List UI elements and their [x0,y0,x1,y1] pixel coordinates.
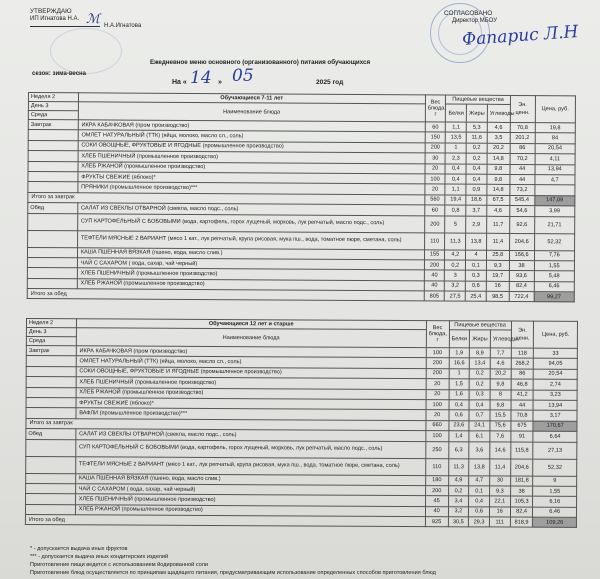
dish-carbs: 30 [490,475,511,485]
agreed-role: Директор МБОУ [452,18,498,24]
dish-name: ХЛЕБ РЖАНОЙ (промышленное производство) [75,504,425,516]
dish-fat: 0,7 [469,410,490,420]
dish-weight: 200 [424,260,445,271]
total-carbs: 111 [489,517,510,527]
dish-carbs: 20,2 [490,369,511,379]
dish-weight: 200 [425,485,448,496]
dish-price: 6,46 [534,281,575,292]
dish-fat: 0,6 [469,507,490,517]
meal-label [26,408,76,419]
section-title: Обучающиеся 12 лет и старше [76,319,426,330]
dish-protein: 3,2 [448,506,469,516]
dish-weight: 250 [426,441,449,458]
dish-name: ХЛЕБ ПШЕНИЧНЫЙ (промышленное производство) [76,377,426,389]
dish-price: 6,64 [533,431,577,442]
dish-fat: 0,2 [466,143,487,154]
weekday-label: Среда [28,111,78,120]
total-protein: 19,4 [445,195,466,206]
dish-fat: 0,6 [465,281,486,292]
meal-label [26,494,76,505]
dish-price: 2,74 [534,379,578,390]
dish-energy: 46,8 [511,379,534,390]
dish-price: 20,54 [535,143,576,154]
dish-weight: 20 [425,163,446,174]
dish-name: ТЕФТЕЛИ МЯСНЫЕ 2 ВАРИАНТ (мясо 1 кат., лук репчатый, крупа рисовая, мука пш., вода, томатное пюре, сметана, соль) [77,230,424,249]
dish-weight: 110 [424,232,445,249]
dish-weight: 30 [425,153,446,164]
dish-name: САЛАТ ИЗ СВЕКЛЫ ОТВАРНОЙ (свекла, масло подс., соль) [76,429,426,441]
date-day: 14 [190,68,212,88]
dish-name: ПРЯНИКИ (промышленное производство)*** [78,182,425,195]
dish-weight: 200 [426,368,449,379]
dish-name-header: Наименование блюда [78,102,425,122]
dish-price: 20,54 [534,369,578,380]
footnote-fruits: * - допускается выдача иных фруктов [30,546,128,552]
meal-label: Обед [28,203,78,214]
dish-name: СОКИ ОВОЩНЫЕ, ФРУКТОВЫЕ И ЯГОДНЫЕ (промышленное производство) [76,367,426,379]
total-label: Итого за обед [27,289,424,302]
dish-price: 6,16 [533,496,577,507]
dish-protein: 0,2 [445,260,466,271]
dish-price [534,185,575,196]
menu-table-7-11 [27,92,576,303]
approver-signature-name: Н.А.Игнатова [104,23,142,29]
fat-header: Жиры [466,104,487,122]
dish-weight: 150 [425,132,446,143]
total-weight: 560 [425,195,446,206]
dish-price: 27,13 [533,442,577,459]
meal-label [28,151,78,162]
weight-header: Вес блюда, г [425,95,446,122]
dish-price: 21,71 [534,216,575,233]
dish-energy: 44 [511,400,534,411]
dish-protein: 1,4 [448,431,469,441]
dish-protein: 5 [445,216,466,233]
total-energy: 675 [511,421,534,432]
dish-protein: 0,4 [445,164,466,175]
dish-name: ХЛЕБ ПШЕНИЧНЫЙ (промышленное производство) [77,268,424,281]
total-price: 147,09 [534,195,575,206]
dish-carbs: 9,8 [490,400,511,410]
meal-label: Завтрак [26,346,76,357]
day-label: День 3 [26,328,76,337]
dish-energy: 73,2 [510,185,535,196]
total-weight: 660 [426,420,449,431]
dish-carbs: 4,6 [487,122,510,133]
meal-label [26,387,76,398]
total-protein: 30,5 [448,517,469,527]
total-row [27,289,574,303]
dish-name: ОМЛЕТ НАТУРАЛЬНЫЙ (ТТК) (яйца, молоко, масло сл., соль) [78,130,425,143]
total-label: Итого за завтрак [28,192,425,205]
dish-carbs: 3,5 [487,133,510,144]
dish-carbs: 11,4 [490,458,511,475]
dish-price: 19,8 [535,123,576,134]
dish-fat: 2,9 [466,216,487,233]
dish-carbs: 8 [490,389,511,399]
dish-energy: 105,3 [510,496,533,507]
total-price: 170,67 [533,421,577,432]
dish-weight: 110 [425,458,448,475]
meal-label [28,230,78,247]
dish-weight: 60 [425,122,446,133]
dish-price: 1,55 [534,261,575,272]
dish-protein: 0,2 [448,486,469,496]
dish-carbs: 9,3 [486,260,509,271]
handwritten-signature-left: ℳ [86,12,100,27]
price-header: Цена, руб. [534,321,578,348]
meal-label [28,140,78,151]
dish-name: СУП КАРТОФЕЛЬНЫЙ С БОБОВЫМИ (вода, картофель, горох лущеный, морковь, лук репчатый, масло подс., соль) [75,439,425,458]
dish-weight: 40 [424,270,445,281]
meal-label [27,247,77,258]
menu-title: Ежедневное меню основного (организованного) питания обучающихся [150,59,371,66]
dish-carbs: 15,5 [490,410,511,420]
dish-price: 4,7 [534,175,575,186]
dish-fat: 0,2 [469,369,490,379]
protein-header: Белки [446,104,467,122]
dish-fat: 4,7 [469,475,490,485]
dish-fat: 0,3 [466,270,487,281]
dish-protein: 13,5 [446,132,467,143]
total-carbs: 67,5 [487,195,510,206]
dish-carbs: 22,1 [489,496,510,506]
dish-protein: 4,9 [448,475,469,485]
weekday-label: Среда [26,337,76,346]
total-energy: 722,4 [509,292,534,303]
protein-header: Белки [449,330,470,348]
total-price: 109,26 [533,517,577,528]
footnote-sweets: *** - допускается выдача иных кондитерских изделий [30,554,169,560]
dish-energy: 38 [510,486,533,497]
dish-fat: 5,3 [466,122,487,133]
meal-label [26,456,76,473]
dish-weight: 200 [426,358,449,369]
price-header: Цена, руб. [535,96,576,123]
dish-fat: 0,4 [466,164,487,175]
dish-energy: 204,6 [509,233,534,250]
dish-protein: 16,6 [449,358,470,368]
dish-price: 3,23 [534,390,578,401]
dish-weight: 20 [426,389,449,400]
dish-name: ОМЛЕТ НАТУРАЛЬНЫЙ (ТТК) (яйца, молоко, масло сл., соль) [76,356,426,368]
dish-carbs: 9,8 [490,379,511,389]
week-label: Неделя 2 [28,93,78,102]
meal-label [28,182,78,193]
dish-carbs: 9,8 [487,164,510,175]
dish-weight: 180 [425,475,448,486]
season-label: сезон: зима-весна [32,71,86,77]
dish-energy: 268,2 [511,358,534,369]
day-label: День 3 [28,102,78,111]
dish-carbs: 4,6 [487,205,510,216]
dish-carbs: 11,4 [486,233,509,250]
dish-fat: 0,2 [469,379,490,389]
dish-energy: 70,8 [511,410,534,421]
dish-price: 84 [535,133,576,144]
date-sep: » [218,79,222,86]
date-year: 2025 год [316,79,344,86]
dish-energy: 204,6 [510,459,533,476]
dish-carbs: 7,6 [490,431,511,441]
dish-name: ЧАЙ С САХАРОМ ( вода, сахар, чай черный) [75,484,425,496]
dish-energy: 115,8 [510,442,533,459]
total-fat: 24,1 [469,421,490,431]
energy-header: Эн. ценн. [510,95,535,122]
dish-carbs: 14,6 [490,441,511,458]
dish-fat: 11,6 [466,133,487,144]
dish-weight: 155 [424,249,445,260]
dish-weight: 20 [426,379,449,390]
meal-label [26,356,76,367]
dish-name: ФРУКТЫ СВЕЖИЕ (яблоко)* [76,398,426,410]
dish-carbs: 11,7 [487,216,510,233]
dish-energy: 86 [511,369,534,380]
dish-energy: 70,2 [510,154,535,165]
dish-name: ИКРА КАБАЧКОВАЯ (пром производство) [78,120,425,133]
dish-carbs: 14,8 [487,153,510,164]
dish-carbs: 20,2 [487,143,510,154]
dish-energy: 70,8 [510,122,535,133]
dish-protein: 1,6 [449,389,470,399]
section-title: Обучающиеся 7-11 лет [78,93,425,104]
nutrients-header: Пищевые вещества [446,95,510,104]
dish-fat: 3,7 [466,205,487,216]
dish-weight: 200 [424,215,445,232]
dish-name: СУП КАРТОФЕЛЬНЫЙ С БОБОВЫМИ (вода, картофель, горох лущеный, морковь, лук репчатый, масло подс., соль) [77,213,424,232]
meal-label [25,504,75,515]
dish-energy: 118 [511,348,534,359]
dish-weight: 100 [426,348,449,359]
dish-name: ЧАЙ С САХАРОМ ( вода, сахар, чай черный) [77,258,424,271]
dish-fat: 0,2 [466,153,487,164]
dish-energy: 181,8 [510,476,533,487]
dish-name: СОКИ ОВОЩНЫЕ, ФРУКТОВЫЕ И ЯГОДНЫЕ (промышленное производство) [78,141,425,154]
dish-protein: 1,1 [446,122,467,133]
dish-protein: 0,4 [449,400,470,410]
menu-table-12-plus [25,318,578,528]
total-weight: 805 [424,291,445,302]
dish-protein: 1 [446,143,467,154]
dish-energy: 82,4 [509,281,534,292]
dish-energy: 156,6 [509,250,534,261]
total-weight: 925 [425,517,448,528]
total-label: Итого за завтрак [26,418,426,430]
meal-label [27,268,77,279]
dish-price: 13,94 [533,400,577,411]
meal-label [27,257,77,268]
meal-label [26,377,76,388]
dish-carbs: 7,7 [490,348,511,358]
agreed-title: СОГЛАСОВАНО [444,10,493,17]
approve-title: УТВЕРЖДАЮ [30,8,72,15]
dish-fat: 0,1 [469,486,490,496]
dish-protein: 6,3 [448,441,469,458]
total-protein: 23,6 [448,420,469,430]
dish-fat: 13,8 [469,458,490,475]
total-fat: 29,3 [469,517,490,527]
meal-label [27,278,77,289]
dish-name: ХЛЕБ ПШЕНИЧНЫЙ (промышленное производство) [78,151,425,164]
meal-label [28,161,78,172]
dish-fat: 0,3 [469,389,490,399]
dish-protein: 0,8 [445,205,466,216]
dish-weight: 100 [425,174,446,185]
dish-name: САЛАТ ИЗ СВЕКЛЫ ОТВАРНОЙ (свекла, масло подс., соль) [77,203,424,216]
dish-weight: 100 [426,431,449,442]
dish-fat: 0,1 [466,260,487,271]
meal-label [26,473,76,484]
dish-carbs: 9,3 [490,486,511,496]
dish-weight: 40 [425,506,448,517]
dish-protein: 2,3 [446,153,467,164]
total-carbs: 98,5 [486,291,509,302]
dish-carbs: 16 [486,281,509,292]
stamp-left [50,28,122,74]
dish-price: 52,32 [534,233,575,250]
date-prefix: На « [172,79,187,86]
meal-label [26,397,76,408]
dish-name: КАША ПШЕННАЯ ВЯЗКАЯ (пшено, вода, масло слив.) [75,473,425,485]
dish-protein: 0,4 [445,174,466,185]
dish-carbs: 14,8 [487,185,510,196]
dish-protein: 1,5 [449,379,470,389]
dish-price: 52,32 [533,459,577,476]
dish-price: 4,11 [535,154,576,165]
dish-energy: 54,6 [509,206,534,217]
dish-energy: 92,6 [509,216,534,233]
total-fat: 18,6 [466,195,487,206]
dish-weight: 20 [426,410,449,421]
dish-weight: 60 [425,205,446,216]
meal-label [28,130,78,141]
dish-protein: 1,9 [449,348,470,358]
energy-header: Эн. ценн. [511,321,534,348]
dish-protein: 3,4 [448,496,469,506]
dish-name: ИКРА КАБАЧКОВАЯ (пром производство) [76,346,426,358]
dish-price: 6,46 [533,507,577,518]
dish-fat: 0,9 [466,185,487,196]
meal-label [28,213,78,230]
dish-price: 7,76 [534,250,575,261]
dish-protein: 11,3 [445,233,466,250]
dish-fat: 4 [466,250,487,261]
meal-label [26,439,76,456]
dish-name: ВАФЛИ (промышленное производство)*** [76,408,426,420]
footnote-salt: Приготовление пищи ведется с использованием йодированной соли [30,562,209,568]
dish-protein: 3,2 [445,281,466,292]
total-fat: 25,4 [465,291,486,302]
dish-price: 94,05 [534,359,578,370]
dish-energy: 93,6 [509,271,534,282]
meal-label [28,171,78,182]
dish-name: ФРУКТЫ СВЕЖИЕ (яблоко)* [78,172,425,185]
dish-fat: 3,6 [469,441,490,458]
dish-fat: 8,9 [470,348,491,358]
handwritten-signature-right: Фапарис Л.Н [461,21,580,51]
dish-price: 9 [533,476,577,487]
dish-protein: 11,3 [448,458,469,475]
meal-label [26,483,76,494]
week-label: Неделя 2 [26,319,76,328]
dish-protein: 3 [445,270,466,281]
dish-weight: 100 [426,400,449,411]
meal-label: Завтрак [28,120,78,131]
dish-carbs: 25,8 [486,250,509,261]
dish-name: ХЛЕБ ПШЕНИЧНЫЙ (промышленное производство) [75,494,425,506]
dish-name: ХЛЕБ РЖАНОЙ (промышленное производство) [77,278,424,291]
dish-price: 33 [534,348,578,359]
dish-price: 13,94 [535,164,576,175]
dish-weight: 200 [425,143,446,154]
dish-energy: 86 [510,143,535,154]
carbs-header: Углеводы [490,330,511,348]
dish-energy: 44 [510,174,535,185]
total-row [25,515,576,528]
dish-fat: 13,4 [469,358,490,368]
dish-energy: 38 [509,260,534,271]
footnote-cooking: Приготовление блюд осуществляется по принципам щадящего питания, предусматривающим использование определенных способов приготовления блюд [30,570,436,576]
dish-energy: 44 [510,164,535,175]
dish-protein: 4,2 [445,250,466,261]
dish-weight: 20 [425,184,446,195]
dish-carbs: 19,7 [486,271,509,282]
fat-header: Жиры [470,330,491,348]
dish-energy: 91 [511,431,534,442]
dish-carbs: 4,6 [490,358,511,368]
dish-fat: 6,1 [469,431,490,441]
meal-label [26,366,76,377]
dish-fat: 0,4 [466,174,487,185]
dish-energy: 41,2 [511,390,534,401]
dish-price: 5,48 [534,271,575,282]
dish-name: ХЛЕБ РЖАНОЙ (промышленное производство) [76,387,426,399]
dish-weight: 40 [424,281,445,292]
total-price: 99,27 [534,292,575,303]
dish-energy: 201,2 [510,133,535,144]
dish-price: 3,99 [534,206,575,217]
dish-carbs: 9,8 [487,174,510,185]
dish-name: КАША ПШЕННАЯ ВЯЗКАЯ (пшено, вода, масло слив.) [77,247,424,260]
total-protein: 27,5 [445,291,466,302]
dish-fat: 0,4 [469,400,490,410]
meal-label: Обед [26,429,76,440]
dish-price: 1,55 [533,486,577,497]
dish-protein: 0,6 [449,410,470,420]
dish-weight: 45 [425,496,448,507]
total-label: Итого за обед [25,515,425,527]
dish-fat: 13,8 [466,233,487,250]
total-carbs: 75,6 [490,421,511,431]
date-month: 05 [232,66,254,86]
dish-protein: 1,1 [445,184,466,195]
dish-price: 3,17 [533,411,577,422]
carbs-header: Углеводы [487,104,510,122]
total-energy: 818,9 [510,517,533,528]
approver-name: ИП Игнатова Н.А. [30,16,80,22]
dish-carbs: 16 [489,507,510,517]
nutrients-header: Пищевые вещества [449,321,511,330]
dish-name-header: Наименование блюда [76,328,426,348]
dish-fat: 0,4 [469,496,490,506]
dish-protein: 1 [449,368,470,378]
weight-header: Вес блюда, г [426,321,449,348]
dish-energy: 82,4 [510,507,533,518]
dish-name: ХЛЕБ РЖАНОЙ (промышленное производство) [78,161,425,174]
total-energy: 545,4 [509,195,534,206]
dish-name: ТЕФТЕЛИ МЯСНЫЕ 2 ВАРИАНТ (мясо 1 кат., лук репчатый, крупа рисовая, мука пш., вода, томатное пюре, сметана, соль) [75,456,425,475]
